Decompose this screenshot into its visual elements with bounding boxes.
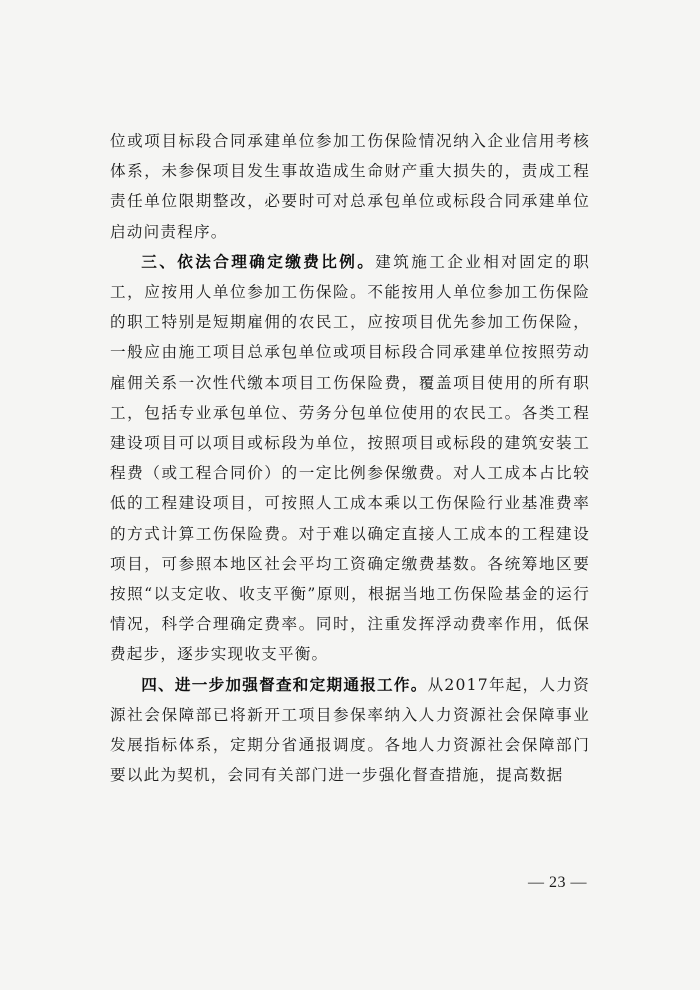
paragraph-continuation — [110, 126, 590, 247]
document-body — [110, 126, 590, 790]
paragraph-section-3 — [110, 247, 590, 670]
section-heading-3: 三、依法合理确定缴费比例。 — [141, 251, 376, 271]
paragraph-text: 从2017年起，人力资源社会保障部已将新开工项目参保率纳入人力资源社会保障事业发展指标体系，定期分省通报调度。各地人力资源社会保障部门要以此为契机，会同有关部门进一步强化督查措施，提高数据 — [110, 675, 590, 785]
paragraph-section-4 — [110, 670, 590, 791]
paragraph-text: 建筑施工企业相对固定的职工，应按用人单位参加工伤保险。不能按用人单位参加工伤保险的职工特别是短期雇佣的农民工，应按项目优先参加工伤保险，一般应由施工项目总承包单位或项目标段合同承建单位按照劳动雇佣关系一次性代缴本项目工伤保险费，覆盖项目使用的所有职工，包括专业承包单位、劳务分包单位使用的农民工。各类工程建设项目可以项目或标段为单位，按照项目或标段的建筑安装工程费（或工程合同价）的一定比例参保缴费。对人工成本占比较低的工程建设项目，可按照人工成本乘以工伤保险行业基准费率的方式计算工伤保险费。对于难以确定直接人工成本的工程建设项目，可参照本地区社会平均工资确定缴费基数。各统筹地区要按照“以支定收、收支平衡”原则，根据当地工伤保险基金的运行情况，科学合理确定费率。同时，注重发挥浮动费率作用，低保费起步，逐步实现收支平衡。 — [110, 252, 590, 664]
page-number: — 23 — — [528, 874, 587, 891]
paragraph-text: 位或项目标段合同承建单位参加工伤保险情况纳入企业信用考核体系，未参保项目发生事故造成生命财产重大损失的，责成工程责任单位限期整改，必要时可对总承包单位或标段合同承建单位启动问责程序。 — [110, 132, 590, 241]
section-heading-4: 四、进一步加强督查和定期通报工作。 — [141, 674, 428, 694]
